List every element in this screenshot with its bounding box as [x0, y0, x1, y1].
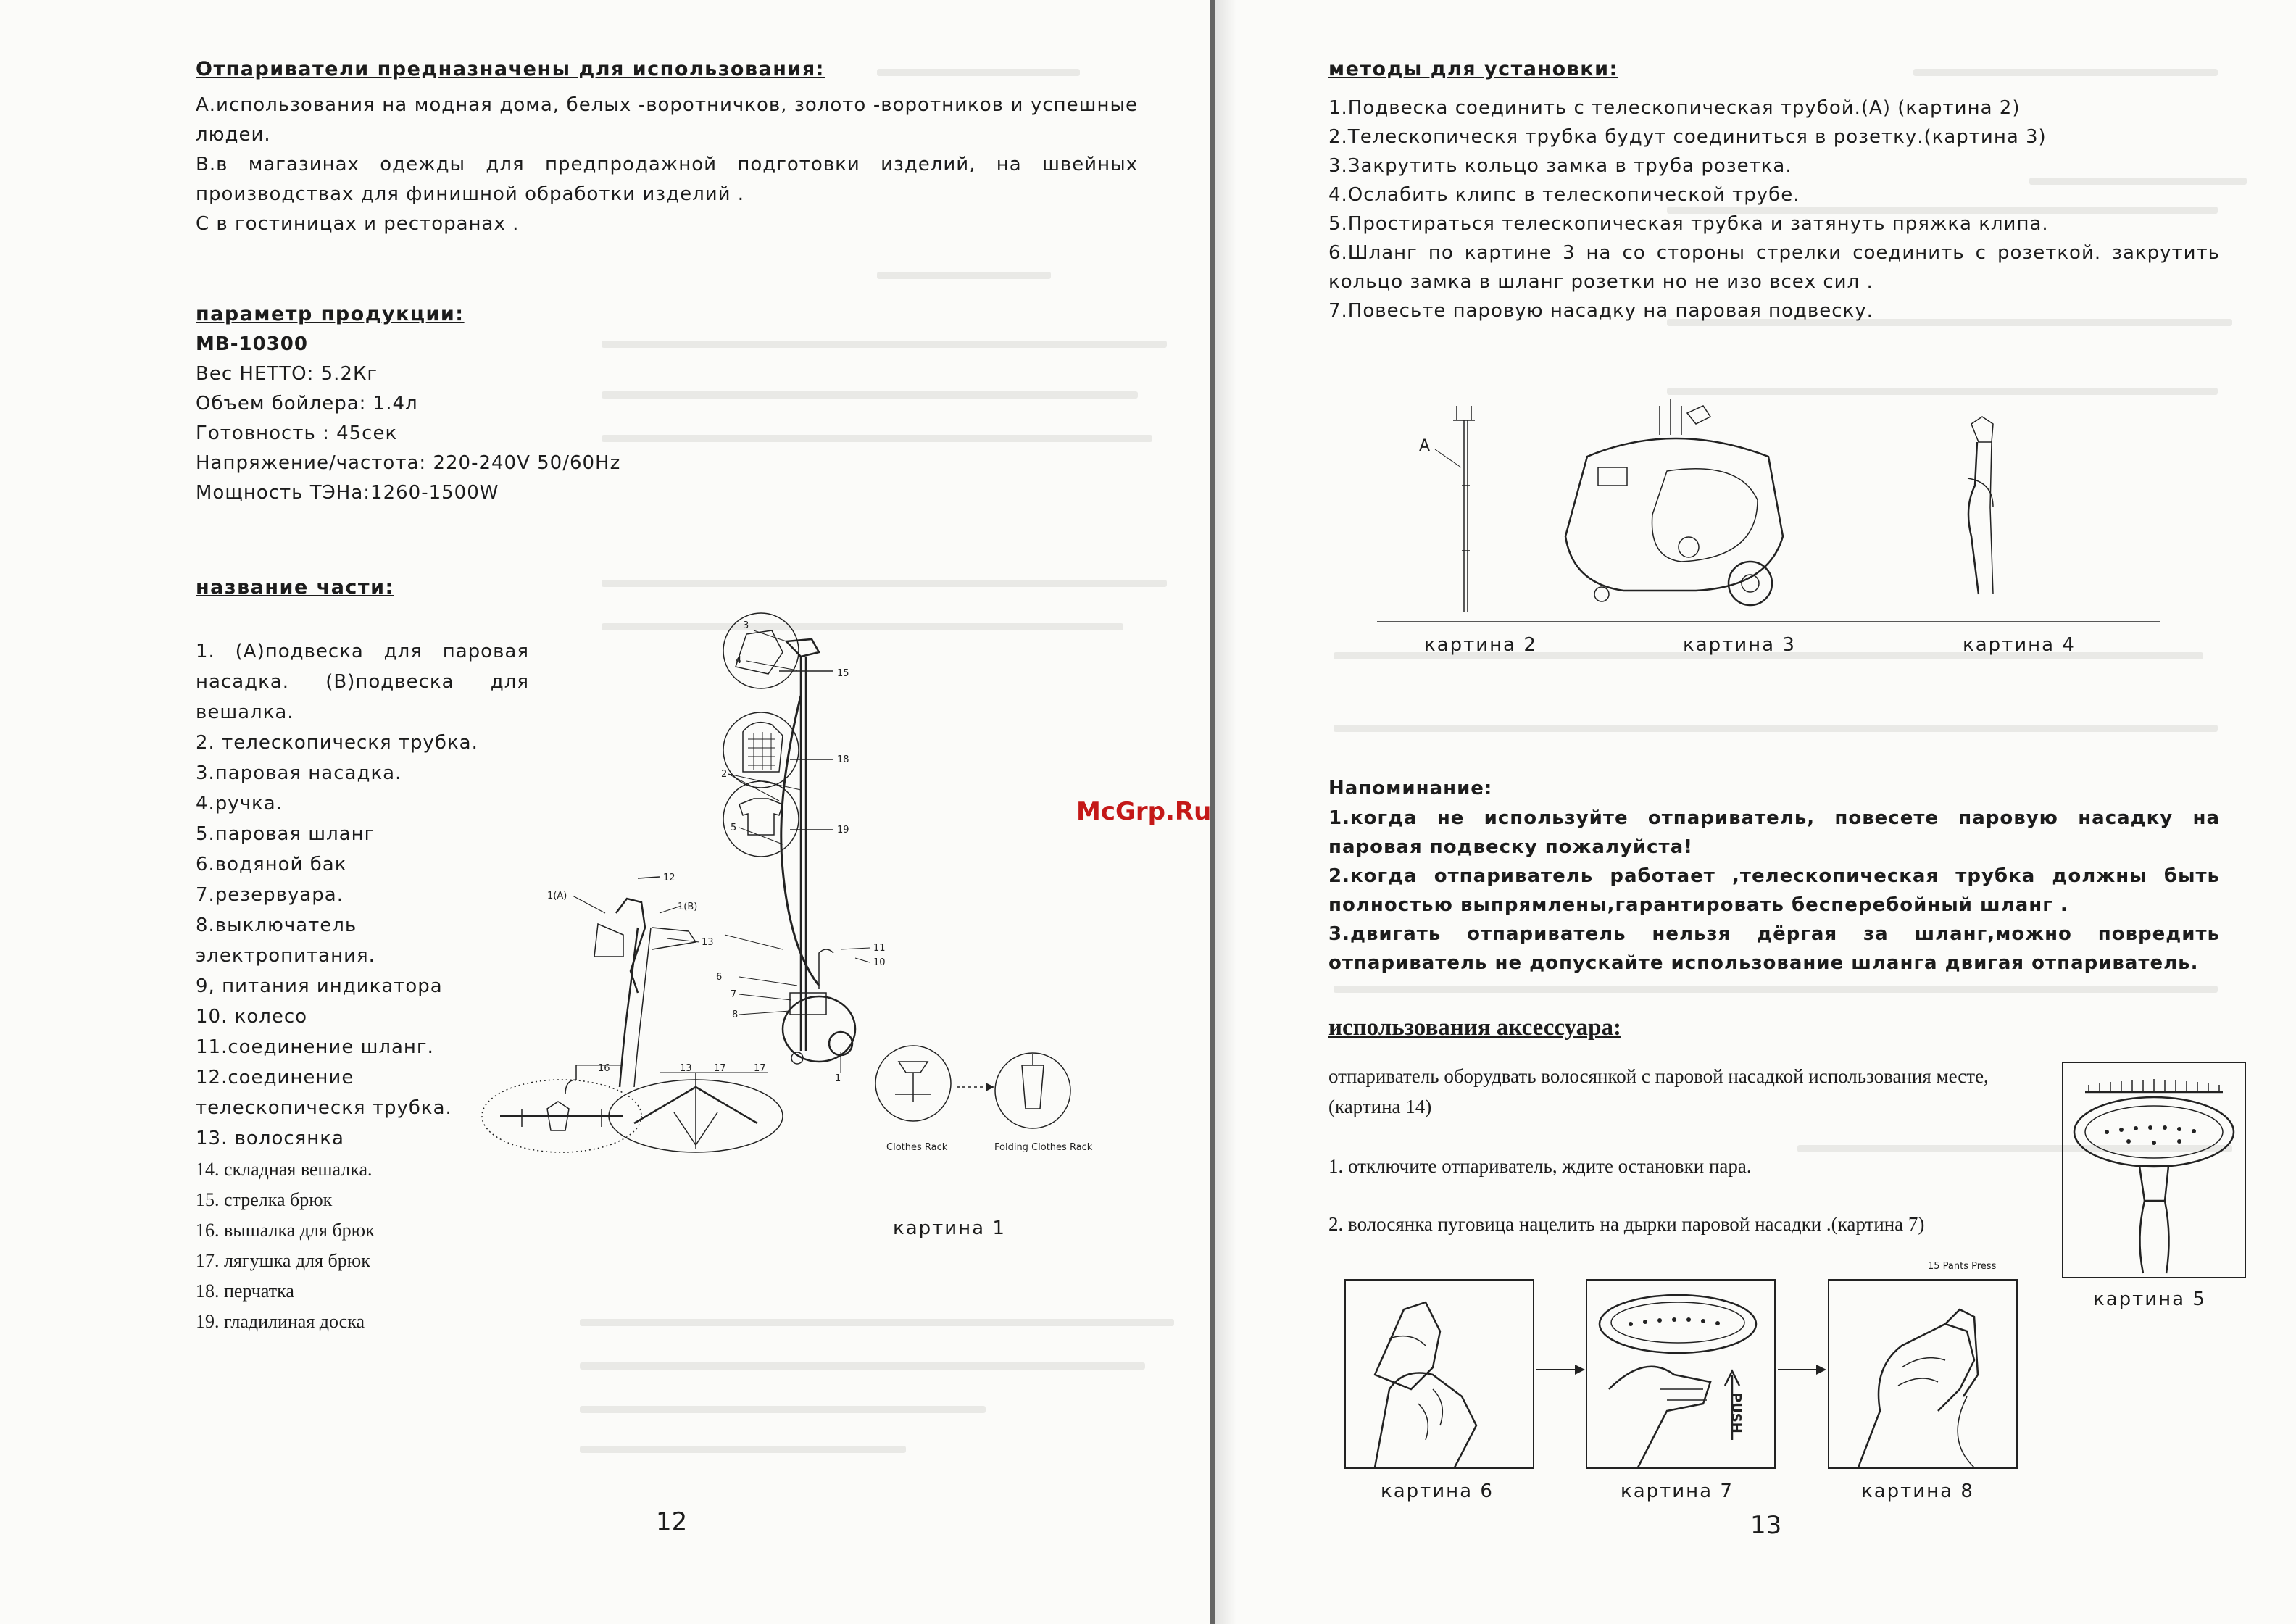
parts-item-6: 6.водяной бак — [196, 854, 347, 875]
figure-5-caption: картина 5 — [2093, 1288, 2206, 1310]
label-2: 2 — [721, 769, 728, 780]
label-18: 18 — [837, 754, 849, 765]
label-5: 5 — [731, 823, 737, 833]
telescopic-pole-icon — [1435, 406, 1475, 612]
accessories-body — [1328, 1061, 2053, 1239]
parts-title: название части: — [196, 576, 394, 599]
figure-3-caption: картина 3 — [1683, 634, 1796, 656]
label-14: 13 — [702, 937, 714, 948]
parts-item-19: 19. гладилиная доска — [196, 1311, 365, 1332]
label-19: 19 — [837, 825, 849, 836]
reminder-item-1: 1.когда не используйте отпариватель, повесете паровую насадку на паровая подвеску пожалуйста! — [1328, 807, 2220, 858]
figure-6-caption: картина 6 — [1381, 1481, 1494, 1502]
parts-item-7: 7.резервуара. — [196, 884, 344, 906]
label-1b: 1(B) — [678, 901, 698, 912]
reminder-item-3: 3.двигать отпариватель нельзя дёргая за шланг,можно повредить отпариватель не допускайте использование шланга двигая отпариватель. — [1328, 923, 2220, 974]
fig2-label-a: A — [1419, 437, 1431, 455]
hand-holding-nozzle-icon — [1346, 1281, 1533, 1467]
parts-item-4: 4.ручка. — [196, 793, 283, 815]
pants-crease-icon — [723, 613, 833, 688]
label-13: 12 — [663, 873, 675, 883]
parts-item-5: 5.паровая шланг — [196, 823, 375, 845]
params-section — [196, 303, 848, 508]
parts-item-8: 8.выключатель электропитания. — [196, 915, 375, 967]
label-6: 6 — [716, 972, 723, 983]
parts-title-wrap — [196, 576, 558, 599]
parts-item-1: 1. (А)подвеска для паровая насадка. (В)подвеска для вешалка. — [196, 641, 529, 723]
figure-1-caption: картина 1 — [893, 1217, 1006, 1239]
install-title: методы для установки: — [1328, 58, 1618, 80]
install-section — [1328, 58, 2220, 325]
hanger-top-icon — [1968, 417, 1993, 594]
param-weight: Вес НЕТТО: 5.2Кг — [196, 363, 378, 385]
purpose-title: Отпариватели предназначены для использования: — [196, 58, 825, 80]
parts-item-16: 16. вышалка для брюк — [196, 1220, 375, 1241]
params-title: параметр продукции: — [196, 303, 465, 325]
page-number-right: 13 — [1750, 1511, 1782, 1540]
figure-6-box — [1344, 1279, 1534, 1469]
install-step-4: 4.Ослабить клипс в телескопической трубе. — [1328, 184, 1800, 206]
label-4: 4 — [736, 655, 742, 666]
model-number: МВ-10300 — [196, 333, 308, 355]
parts-item-13: 13. волосянка — [196, 1128, 344, 1149]
accessories-step-2: 2. волосянка пуговица нацелить на дырки паровой насадки .(картина 7) — [1328, 1213, 1925, 1235]
param-voltage: Напряжение/частота: 220-240V 50/60Hz — [196, 452, 621, 474]
page-number-left: 12 — [656, 1507, 688, 1536]
pants-press-label: 15 Pants Press — [1928, 1261, 1997, 1272]
label-14b: 13 — [680, 1063, 692, 1074]
label-8: 8 — [732, 1009, 739, 1020]
ironing-board-icon — [723, 781, 833, 857]
figure-4-caption: картина 4 — [1963, 634, 2076, 656]
install-step-6: 6.Шланг по картине 3 на со стороны стрелки соединить с розеткой. закрутить кольцо замка в шланг розетки но не изо всех сил . — [1328, 242, 2220, 293]
figure-8-box — [1828, 1279, 2018, 1469]
reminder-item-2: 2.когда отпариватель работает ,телескопическая трубка должны быть полностью выпрямлены,гарантировать бесперебойный шланг . — [1328, 865, 2220, 916]
parts-item-2: 2. телескопическя трубка. — [196, 732, 478, 754]
steamer-body-icon — [1565, 399, 1783, 605]
parts-item-12: 12.соединение телескопическя трубка. — [196, 1067, 452, 1119]
parts-item-10: 10. колесо — [196, 1006, 308, 1028]
purpose-line-b: В.в магазинах одежды для предпродажной подготовки изделий, на швейных производствах для финишной обработки изделий . — [196, 154, 1138, 205]
parts-item-18: 18. перчатка — [196, 1281, 294, 1302]
figures-2-4-drawing — [1363, 391, 2167, 630]
param-power: Мощность ТЭНа:1260-1500W — [196, 482, 499, 504]
purpose-line-c: С в гостиницах и ресторанах . — [196, 213, 520, 235]
purpose-line-a: А.использования на модная дома, белых -воротничков, золото -воротников и успешные людеи. — [196, 94, 1138, 146]
purpose-section — [196, 58, 1138, 239]
label-17a: 17 — [714, 1063, 726, 1074]
arrow-7-to-8 — [1774, 1359, 1829, 1381]
clothes-rack-label: Clothes Rack — [886, 1142, 948, 1153]
accessories-title: использования аксессуара: — [1328, 1015, 1621, 1041]
figure-1-drawing — [478, 609, 1131, 1203]
param-ready: Готовность : 45сек — [196, 422, 398, 444]
parts-item-15: 15. стрелка брюк — [196, 1189, 333, 1210]
install-step-1: 1.Подвеска соединить с телескопическая трубой.(А) (картина 2) — [1328, 97, 2021, 119]
push-label: PUSH — [1729, 1393, 1744, 1433]
label-16: 16 — [598, 1063, 610, 1074]
figure-7-box — [1586, 1279, 1776, 1469]
label-12: 11 — [873, 943, 886, 954]
folding-rack-label: Folding Clothes Rack — [994, 1142, 1093, 1153]
parts-item-9: 9, питания индикатора — [196, 975, 443, 997]
install-step-7: 7.Повесьте паровую насадку на паровая подвеску. — [1328, 300, 1873, 322]
install-step-3: 3.Закрутить кольцо замка в труба розетка. — [1328, 155, 1792, 177]
watermark: McGrp.Ru — [1076, 797, 1212, 826]
accessories-intro: отпариватель оборудвать волосянкой с паровой насадкой использования месте,(картина 14) — [1328, 1065, 1989, 1117]
pants-press-clip-icon — [1829, 1281, 2016, 1467]
steam-nozzle-brush-icon — [2063, 1063, 2245, 1277]
parts-item-11: 11.соединение шланг. — [196, 1036, 434, 1058]
pants-hanger-icon — [482, 1065, 641, 1152]
install-step-2: 2.Телескопическя трубка будут соединиться в розетку.(картина 3) — [1328, 126, 2047, 148]
figure-2-caption: картина 2 — [1424, 634, 1537, 656]
label-7: 7 — [731, 989, 737, 1000]
label-15: 15 — [837, 668, 849, 679]
accessories-step-1: 1. отключите отпариватель, ждите остановки пара. — [1328, 1155, 1752, 1177]
arrow-6-to-7 — [1533, 1359, 1587, 1381]
parts-item-17: 17. лягушка для брюк — [196, 1250, 370, 1271]
param-boiler: Объем бойлера: 1.4л — [196, 393, 418, 415]
figure-7-caption: картина 7 — [1621, 1481, 1734, 1502]
push-brush-onto-nozzle-icon — [1587, 1281, 1774, 1467]
steamer-icon — [781, 639, 855, 1064]
fold-shadow — [1215, 0, 1236, 1624]
label-11: 10 — [873, 957, 886, 968]
reminder-title: Напоминание: — [1328, 778, 1493, 799]
label-10: 1 — [835, 1073, 841, 1084]
label-1a: 1(A) — [547, 891, 567, 901]
figure-5-box — [2062, 1062, 2246, 1278]
label-17b: 17 — [754, 1063, 766, 1074]
clothes-rack-icon — [875, 1046, 1070, 1128]
figure-8-caption: картина 8 — [1861, 1481, 1974, 1502]
label-3: 3 — [743, 620, 749, 631]
install-step-5: 5.Простираться телескопическая трубка и затянуть пряжка клипа. — [1328, 213, 2049, 235]
parts-item-14: 14. складная вешалка. — [196, 1159, 373, 1180]
reminder-section — [1328, 774, 2220, 978]
parts-item-3: 3.паровая насадка. — [196, 762, 402, 784]
